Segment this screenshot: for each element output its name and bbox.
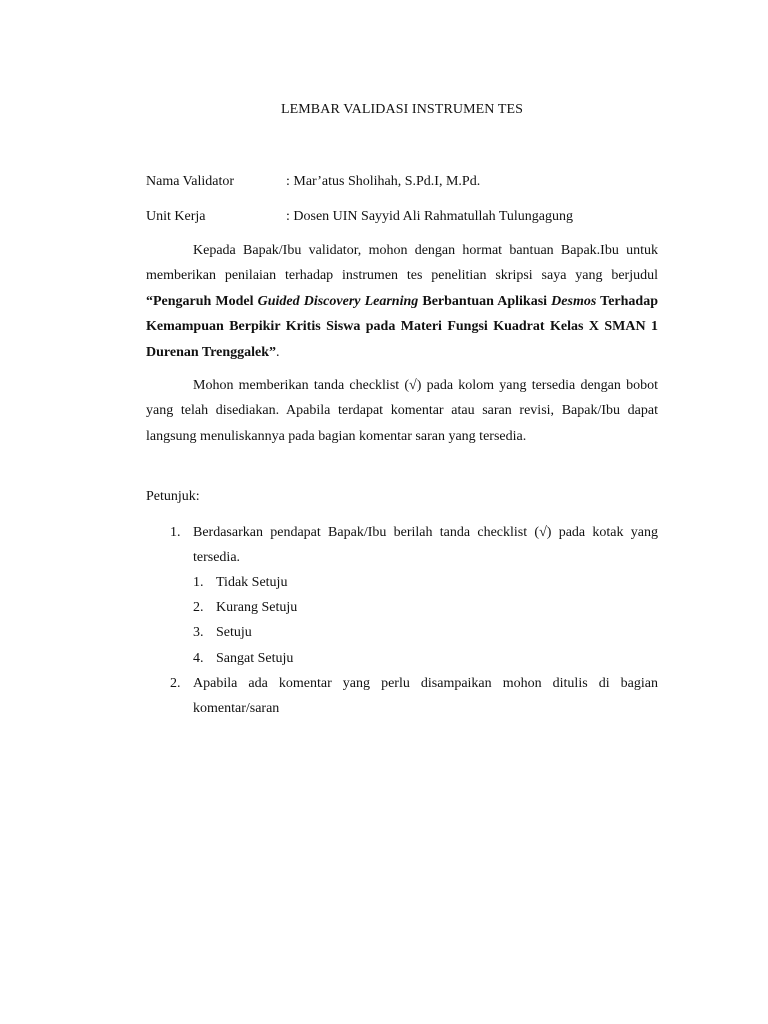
validator-value: : Mar’atus Sholihah, S.Pd.I, M.Pd. [286,174,481,189]
unit-label: Unit Kerja [146,209,206,224]
instruction-text: Mohon memberikan tanda checklist (√) pada kolom yang tersedia dengan bobot yang telah disediakan. Apabila terdapat komentar atau saran revisi, Bapak/Ibu dapat langsung menuliskannya pada bagian komentar saran yang tersedia. [146,378,658,444]
document-page [146,0,658,1024]
scale-label: Setuju [216,625,252,640]
scale-number: 1. [193,575,204,590]
thesis-title-part-2: Berbantuan Aplikasi [418,293,552,309]
scale-item-1 [193,573,287,593]
intro-text: Kepada Bapak/Ibu validator, mohon dengan hormat bantuan Bapak.Ibu untuk memberikan penilaian terhadap instrumen tes penelitian skripsi saya yang berjudul [146,243,658,284]
unit-row [146,208,573,226]
thesis-title-part-1: “Pengaruh Model [146,293,258,309]
validator-label: Nama Validator [146,174,234,189]
validator-row [146,173,480,191]
thesis-title-model: Guided Discovery Learning [257,293,419,309]
intro-end: . [276,344,280,360]
scale-item-2 [193,598,297,618]
scale-label: Sangat Setuju [216,651,294,666]
petunjuk-label: Petunjuk: [146,489,200,504]
list-number: 2. [170,676,181,691]
scale-label: Kurang Setuju [216,600,298,615]
scale-label: Tidak Setuju [216,575,288,590]
unit-value: : Dosen UIN Sayyid Ali Rahmatullah Tulungagung [286,209,573,224]
scale-number: 3. [193,625,204,640]
document-title: LEMBAR VALIDASI INSTRUMEN TES [280,102,524,117]
scale-item-4 [193,649,293,669]
instruction-paragraph [146,373,658,449]
intro-paragraph [146,238,658,365]
thesis-title-part-3: Terhadap Kemampuan Berpikir Kritis Siswa pada Materi Fungsi Kuadrat Kelas X SMAN 1 Durenan Trenggalek” [146,293,658,360]
list-number: 1. [170,525,181,540]
scale-number: 2. [193,600,204,615]
list-text: Berdasarkan pendapat Bapak/Ibu berilah tanda checklist (√) pada kotak yang tersedia. [193,525,658,566]
scale-item-3 [193,623,252,643]
list-text: Apabila ada komentar yang perlu disampaikan mohon ditulis di bagian komentar/saran [193,676,658,717]
scale-number: 4. [193,651,204,666]
thesis-title-app: Desmos [551,293,597,309]
